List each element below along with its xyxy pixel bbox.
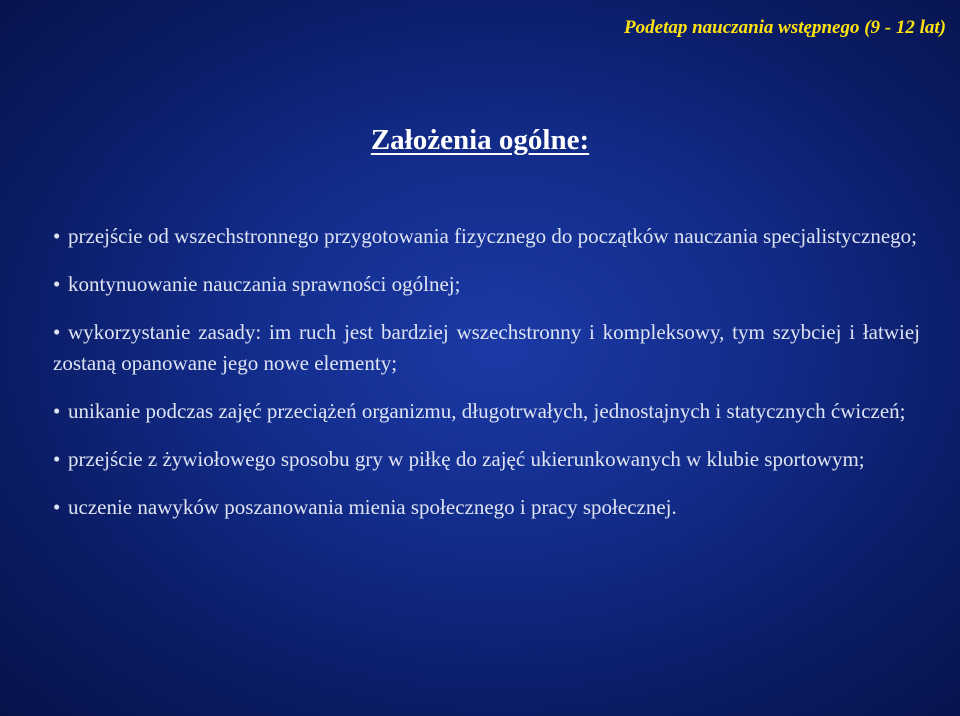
bullet-text: unikanie podczas zajęć przeciążeń organizmu, długotrwałych, jednostajnych i statycznych ćwiczeń;: [68, 399, 906, 423]
bullet-icon: •: [53, 272, 61, 296]
bullet-icon: •: [53, 320, 61, 344]
bullet-item: [53, 317, 920, 379]
bullet-icon: •: [53, 447, 61, 471]
bullet-item: [53, 396, 920, 427]
bullet-item: [53, 221, 920, 252]
bullet-icon: •: [53, 224, 61, 248]
slide-title: Założenia ogólne:: [370, 124, 590, 156]
bullet-item: [53, 269, 920, 300]
bullet-list: [53, 221, 920, 540]
bullet-item: [53, 492, 920, 523]
bullet-text: przejście z żywiołowego sposobu gry w piłkę do zajęć ukierunkowanych w klubie sportowym;: [68, 447, 865, 471]
bullet-text: wykorzystanie zasady: im ruch jest bardziej wszechstronny i kompleksowy, tym szybciej i łatwiej zostaną opanowane jego nowe elementy;: [53, 320, 920, 375]
bullet-icon: •: [53, 399, 61, 423]
bullet-text: przejście od wszechstronnego przygotowania fizycznego do początków nauczania specjalistycznego;: [68, 224, 917, 248]
bullet-icon: •: [53, 495, 61, 519]
bullet-text: uczenie nawyków poszanowania mienia społecznego i pracy społecznej.: [68, 495, 677, 519]
bullet-item: [53, 444, 920, 475]
bullet-text: kontynuowanie nauczania sprawności ogólnej;: [68, 272, 461, 296]
slide-subtitle: Podetap nauczania wstępnego (9 - 12 lat): [624, 17, 946, 38]
